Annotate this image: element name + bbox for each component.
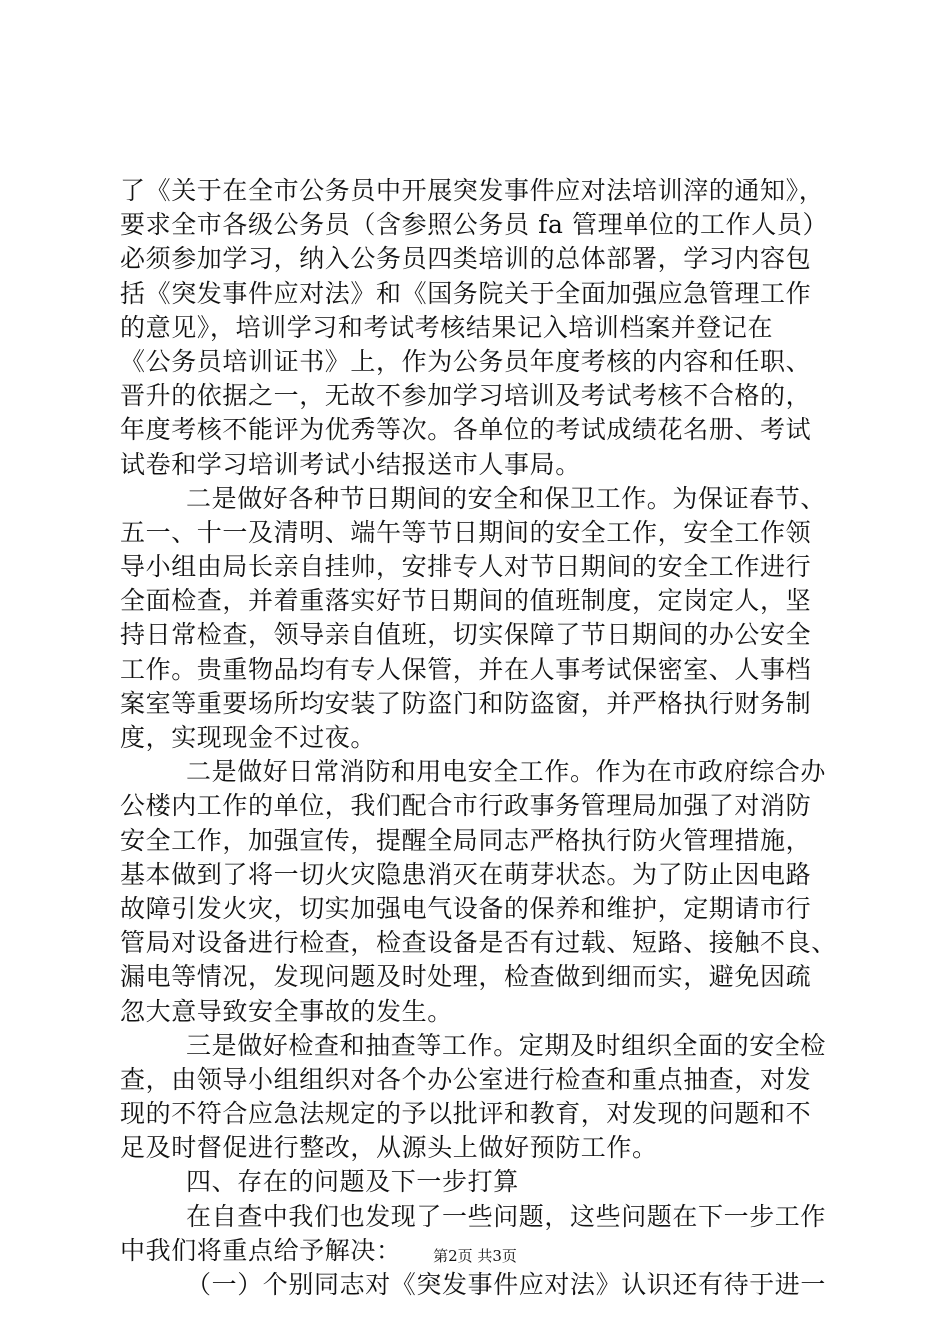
text-line: 忽大意导致安全事故的发生。 [120,996,453,1026]
text-line: （一）个别同志对《突发事件应对法》认识还有待于进一 [186,1270,827,1299]
text-line: 《公务员培训证书》上，作为公务员年度考核的内容和任职、 [120,346,812,376]
text-line: 公楼内工作的单位，我们配合市行政事务管理局加强了对消防 [120,791,812,821]
text-line: 安全工作，加强宣传，提醒全局同志严格执行防火管理措施， [120,825,812,855]
page-footer: 第2页 共3页 [433,1247,517,1265]
text-line: 晋升的依据之一，无故不参加学习培训及考试考核不合格的， [120,381,812,411]
text-line: 基本做到了将一切火灾隐患消灭在萌芽状态。为了防止因电路 [120,859,812,889]
text-line: 现的不符合应急法规定的予以批评和教育，对发现的问题和不 [120,1099,812,1129]
text-line: 度，实现现金不过夜。 [120,723,377,752]
text-line: 五一、十一及清明、端午等节日期间的安全工作，安全工作领 [120,517,812,547]
text-line: 二是做好日常消防和用电安全工作。作为在市政府综合办 [186,757,827,787]
text-line: 中我们将重点给予解决： [120,1235,402,1265]
text-line: 要求全市各级公务员（含参照公务员 fa 管理单位的工作人员） [120,210,829,240]
text-line: 导小组由局长亲自挂帅，安排专人对节日期间的安全工作进行 [120,552,812,582]
text-line: 故障引发火灾，切实加强电气设备的保养和维护，定期请市行 [120,893,812,923]
text-line: 持日常检查，领导亲自值班，切实保障了节日期间的办公安全 [120,620,812,650]
text-line: 年度考核不能评为优秀等次。各单位的考试成绩花名册、考试 [120,415,812,445]
text-line: 案室等重要场所均安装了防盗门和防盗窗，并严格执行财务制 [120,688,812,718]
text-line: 全面检查，并着重落实好节日期间的值班制度，定岗定人，坚 [120,586,812,616]
text-line: 必须参加学习，纳入公务员四类培训的总体部署，学习内容包 [120,244,812,274]
text-line: 在自查中我们也发现了一些问题，这些问题在下一步工作 [186,1201,827,1231]
text-line: 足及时督促进行整改，从源头上做好预防工作。 [120,1133,658,1163]
text-line: 的意见》，培训学习和考试考核结果记入培训档案并登记在 [120,312,774,342]
text-line: 三是做好检查和抽查等工作。定期及时组织全面的安全检 [186,1030,827,1060]
text-line: 括《突发事件应对法》和《国务院关于全面加强应急管理工作 [120,278,812,308]
text-line: 漏电等情况，发现问题及时处理，检查做到细而实，避免因疏 [120,962,812,992]
text-line: 了《关于在全市公务员中开展突发事件应对法培训滓的通知》， [120,176,825,205]
text-line: 查，由领导小组组织对各个办公室进行检查和重点抽查，对发 [120,1064,812,1094]
text-line: 管局对设备进行检查，检查设备是否有过载、短路、接触不良、 [120,928,837,958]
document-body [120,174,840,1302]
text-line: 试卷和学习培训考试小结报送市人事局。 [120,449,581,479]
text-line: 四、存在的问题及下一步打算 [186,1167,519,1197]
text-line: 工作。贵重物品均有专人保管，并在人事考试保密室、人事档 [120,654,812,684]
text-line: 二是做好各种节日期间的安全和保卫工作。为保证春节、 [186,483,827,513]
